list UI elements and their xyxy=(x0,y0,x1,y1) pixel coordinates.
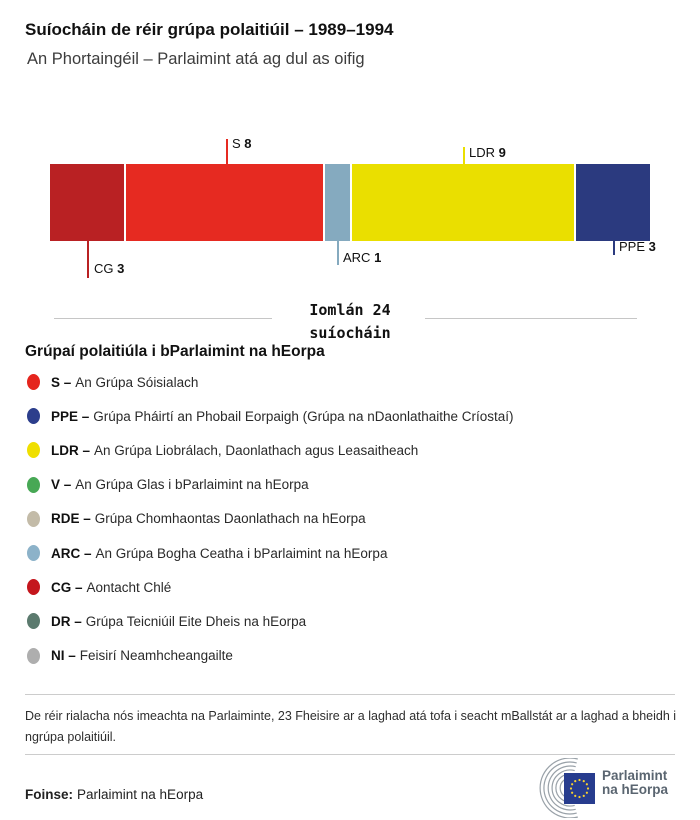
legend xyxy=(27,365,514,673)
legend-item-ldr xyxy=(27,433,514,467)
legend-name-cg: Aontacht Chlé xyxy=(86,579,172,595)
legend-dot-ldr-icon xyxy=(27,442,40,458)
stacked-seat-bar xyxy=(50,164,650,241)
legend-code-ni: NI – xyxy=(51,648,76,664)
callout-label-arc xyxy=(343,250,381,265)
legend-item-ppe xyxy=(27,399,514,433)
footnote-divider-top xyxy=(25,694,675,695)
source-label: Foinse: xyxy=(25,787,74,802)
callout-label-cg xyxy=(94,261,124,276)
legend-item-arc xyxy=(27,536,514,570)
legend-label-ldr xyxy=(51,443,418,458)
callout-tick-cg xyxy=(87,241,89,278)
legend-name-s: An Grúpa Sóisialach xyxy=(75,374,199,390)
legend-dot-s-icon xyxy=(27,374,40,390)
legend-dot-ppe-icon xyxy=(27,408,40,424)
source-line xyxy=(25,787,203,802)
footnote-text: De réir rialacha nós imeachta na Parlaiminte, 23 Fheisire ar a laghad atá tofa i seacht mBallstát ar a laghad a bheidh i ngrúpa polaitiúil. xyxy=(25,709,677,744)
legend-item-ni xyxy=(27,639,514,673)
legend-dot-v-icon xyxy=(27,477,40,493)
total-line2: suíocháin xyxy=(309,324,391,342)
legend-dot-cg-icon xyxy=(27,579,40,595)
total-rule-left xyxy=(54,318,272,319)
logo-line1: Parlaimint xyxy=(602,768,668,783)
callout-code-arc: ARC xyxy=(343,250,371,265)
legend-heading: Grúpaí polaitiúla i bParlaimint na hEorpa xyxy=(25,343,325,360)
callout-label-ldr xyxy=(469,145,506,160)
callout-seats-ldr: 9 xyxy=(498,145,506,160)
callout-seats-cg: 3 xyxy=(117,261,125,276)
legend-label-ppe xyxy=(51,409,514,424)
callout-code-cg: CG xyxy=(94,261,114,276)
legend-dot-dr-icon xyxy=(27,613,40,629)
callout-tick-s xyxy=(226,139,228,164)
european-parliament-logo xyxy=(524,758,694,818)
legend-dot-rde-icon xyxy=(27,511,40,527)
callout-label-s xyxy=(232,136,252,151)
legend-item-cg xyxy=(27,570,514,604)
legend-name-v: An Grúpa Glas i bParlaimint na hEorpa xyxy=(75,477,309,493)
total-line1: Iomlán 24 xyxy=(309,301,391,319)
callout-tick-ppe xyxy=(613,241,615,255)
legend-label-rde xyxy=(51,511,366,526)
callout-code-ppe: PPE xyxy=(619,239,646,254)
callout-seats-arc: 1 xyxy=(374,250,382,265)
bar-segment-arc xyxy=(325,164,350,241)
callout-seats-s: 8 xyxy=(244,136,252,151)
page-title: Suíocháin de réir grúpa polaitiúil – 1989–1994 xyxy=(25,20,394,39)
source-value: Parlaimint na hEorpa xyxy=(77,787,204,802)
legend-item-rde xyxy=(27,502,514,536)
footnote-divider-bottom xyxy=(25,754,675,755)
bar-segment-ldr xyxy=(352,164,574,241)
legend-name-ppe: Grúpa Pháirtí an Phobail Eorpaigh (Grúpa na nDaonlathaithe Críostaí) xyxy=(93,408,514,424)
page-subtitle: An Phortaingéil – Parlaimint atá ag dul as oifig xyxy=(27,50,365,68)
legend-code-ppe: PPE – xyxy=(51,408,90,424)
eu-flag-icon xyxy=(564,773,595,804)
callout-seats-ppe: 3 xyxy=(648,239,656,254)
legend-name-rde: Grúpa Chomhaontas Daonlathach na hEorpa xyxy=(94,511,366,527)
legend-code-dr: DR – xyxy=(51,613,82,629)
legend-code-rde: RDE – xyxy=(51,511,91,527)
legend-name-ldr: An Grúpa Liobrálach, Daonlathach agus Leasaitheach xyxy=(94,442,419,458)
callout-code-ldr: LDR xyxy=(469,145,496,160)
legend-item-v xyxy=(27,468,514,502)
legend-code-arc: ARC – xyxy=(51,545,92,561)
legend-dot-arc-icon xyxy=(27,545,40,561)
total-rule-right xyxy=(425,318,637,319)
legend-label-cg xyxy=(51,580,171,595)
callout-tick-ldr xyxy=(463,147,465,164)
legend-code-ldr: LDR – xyxy=(51,442,91,458)
bar-segment-ppe xyxy=(576,164,650,241)
callout-code-s: S xyxy=(232,136,241,151)
legend-name-arc: An Grúpa Bogha Ceatha i bParlaimint na hEorpa xyxy=(95,545,388,561)
legend-name-dr: Grúpa Teicniúil Eite Dheis na hEorpa xyxy=(85,613,307,629)
logo-wordmark xyxy=(602,769,668,796)
legend-label-arc xyxy=(51,546,387,561)
legend-dot-ni-icon xyxy=(27,648,40,664)
legend-name-ni: Feisirí Neamhcheangailte xyxy=(79,648,233,664)
legend-label-ni xyxy=(51,648,233,663)
legend-code-cg: CG – xyxy=(51,579,83,595)
ep-hemicycle-icon xyxy=(524,758,602,818)
legend-label-dr xyxy=(51,614,306,629)
legend-label-v xyxy=(51,477,309,492)
logo-line2: na hEorpa xyxy=(602,781,669,797)
bar-segment-s xyxy=(126,164,323,241)
legend-item-s xyxy=(27,365,514,399)
legend-item-dr xyxy=(27,604,514,638)
callout-tick-arc xyxy=(337,241,339,265)
legend-code-s: S – xyxy=(51,374,72,390)
total-seats-label xyxy=(270,299,430,345)
bar-segment-cg xyxy=(50,164,124,241)
callout-label-ppe xyxy=(619,239,656,254)
legend-code-v: V – xyxy=(51,477,72,493)
legend-label-s xyxy=(51,375,198,390)
